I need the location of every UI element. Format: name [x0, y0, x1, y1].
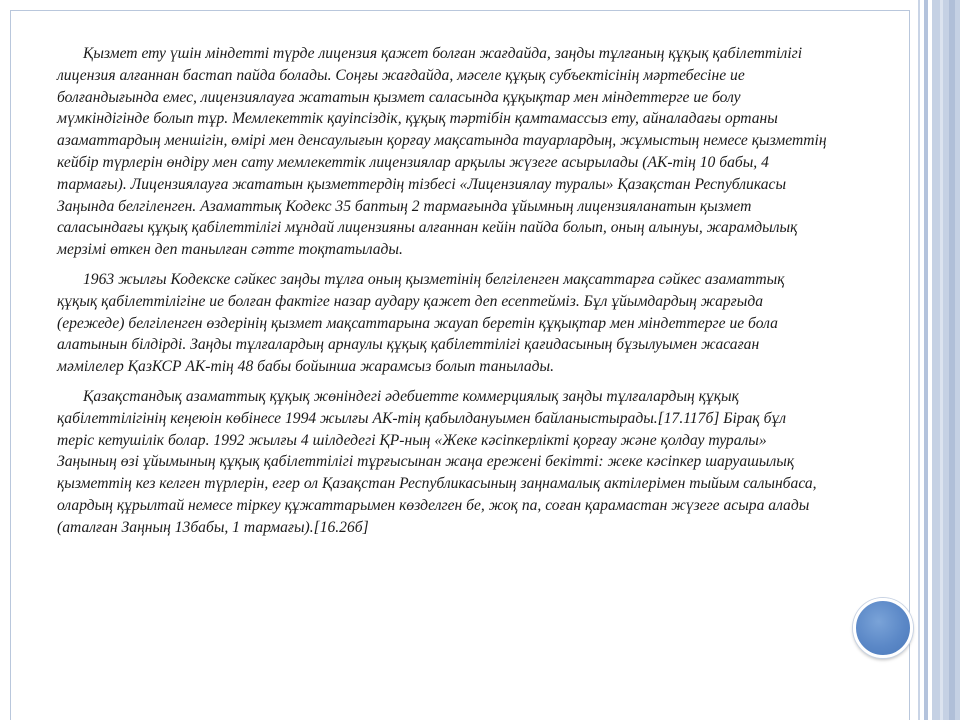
side-stripe-narrow — [924, 0, 928, 720]
side-stripe-wide — [932, 0, 960, 720]
side-stripe-dark — [949, 0, 955, 720]
paragraph-licensing: Қызмет ету үшін міндетті түрде лицензия қажет болған жағдайда, заңды тұлғаның құқық қабілеттілігі лицензия алғаннан бастап пайда болады. Соңғы жағдайда, мәселе құқық субъектісінің мәртебесіне ие болғандығында емес, лицензиялауға жататын қызмет саласында құқықтар мен міндеттерге ие болу мүмкіндігінде болып тұр. Мемлекеттік қауіпсіздік, құқық тәртібін қамтамассыз ету, айналадағы ортаны азаматтардың меншігін, өмірі мен денсаулығын қорғау мақсатында тауарлардың, жұмыстың немесе қызметтің кейбір түрлерін өндіру мен сату мемлекеттік лицензиялар арқылы жүзеге асырылады (АК-тің 10 бабы, 4 тармағы). Лицензиялауға жататын қызметтердің тізбесі «Лицензиялау туралы» Қазақстан Республикасы Заңында белгіленген. Азаматтық Кодекс 35 баптың 2 тармағында ұйымның лицензияланатын қызмет саласындағы құқық қабілеттілігі мұндай лицензияны алғаннан кейін пайда болып, оның алынуы, жарамдылық мерзімі өткен деп танылған сәтте тоқтатылады. — [57, 45, 827, 259]
side-stripe-thin — [918, 0, 920, 720]
paragraph-literature: Қазақстандық азаматтық құқық жөніндегі әдебиетте коммерциялық заңды тұлғалардың құқық қабілеттілігінің кеңеюін көбінесе 1994 жылғы АК-тің қабылдануымен байланыстырады.[17.117б] Бірақ бұл теріс кетушілік болар. 1992 жылғы 4 шілдедегі ҚР-ның «Жеке кәсіпкерлікті қорғау және қолдау туралы» Заңының өзі ұйымының құқық қабілеттілігі тұрғысынан жаңа ережені бекітті: жеке кәсіпкер шаруашылық қызметтің кез келген түрлерін, егер ол Қазақстан Республикасының заңнамалық актілерімен тыйым салынбаса, олардың құрылтай немесе тіркеу құжаттарымен көзделген бе, жоқ па, соған қарамастан жүзеге асыра алады (аталған Заңның 13бабы, 1 тармағы).[16.26б] — [57, 387, 817, 536]
slide-body — [57, 43, 827, 547]
paragraph-1963-code: 1963 жылғы Кодекске сәйкес заңды тұлға оның қызметінің белгіленген мақсаттарға сәйкес азаматтық құқық қабілеттілігіне ие болған фактіге назар аудару қажет деп есептейміз. Бұл ұйымдардың жарғыда (ережеде) белгіленген өздерінің қызмет мақсаттарына жауап беретін құқықтар мен міндеттерге ие бола алатынын білдірді. Заңды тұлғалардың арнаулы құқық қабілеттілігі қағидасының бұзылуымен жасаған мәмілелер ҚазКСР АК-тің 48 бабы бойынша жарамсыз болып танылады. — [57, 270, 785, 376]
decorative-circle-icon — [853, 598, 913, 658]
side-stripe-light — [940, 0, 943, 720]
